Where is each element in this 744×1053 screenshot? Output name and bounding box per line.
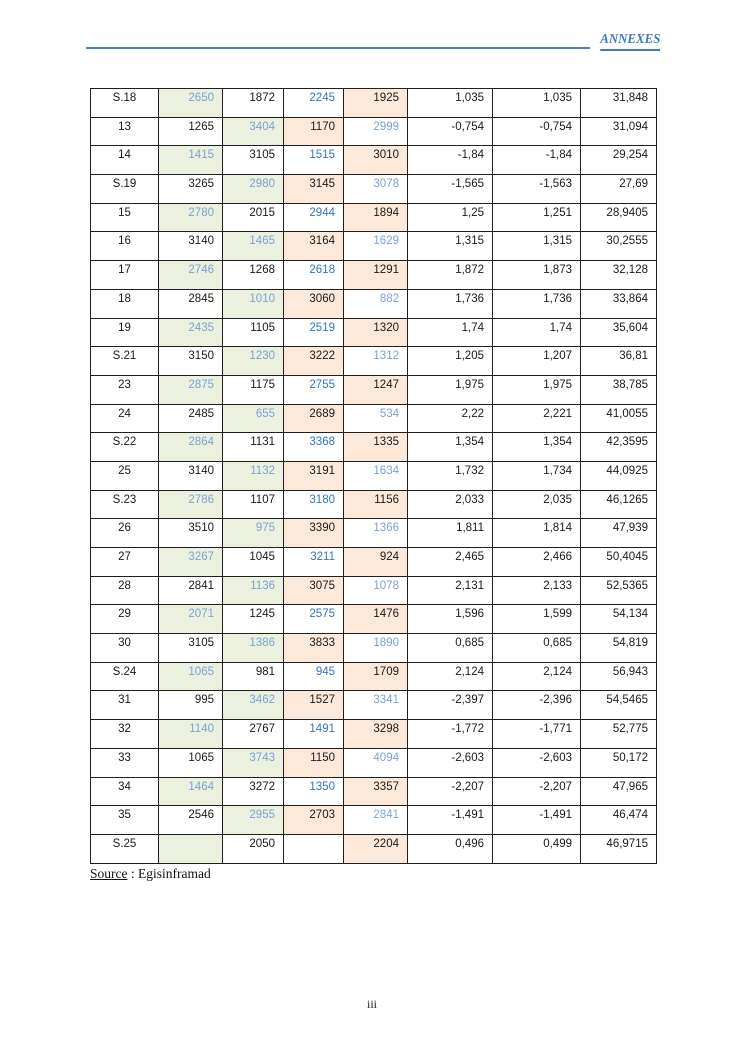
- cell-col3: 2618: [284, 261, 344, 290]
- source-value: Egisinframad: [138, 866, 211, 881]
- cell-col6: 1,599: [493, 605, 581, 634]
- row-label: 26: [91, 519, 159, 548]
- cell-col7: 56,943: [581, 662, 657, 691]
- table-row: [91, 375, 657, 404]
- table-row: [91, 89, 657, 118]
- cell-col6: 1,814: [493, 519, 581, 548]
- row-label: 19: [91, 318, 159, 347]
- cell-col2: 1268: [223, 261, 284, 290]
- cell-col5: 1,25: [408, 203, 493, 232]
- cell-col7: 27,69: [581, 175, 657, 204]
- cell-col2: 2980: [223, 175, 284, 204]
- cell-col2: 1230: [223, 347, 284, 376]
- table-row: [91, 634, 657, 663]
- cell-col2: 1010: [223, 289, 284, 318]
- row-label: 16: [91, 232, 159, 261]
- cell-col5: 2,131: [408, 576, 493, 605]
- cell-col7: 41,0055: [581, 404, 657, 433]
- cell-col6: 1,315: [493, 232, 581, 261]
- cell-col1: 1140: [159, 720, 223, 749]
- cell-col2: 655: [223, 404, 284, 433]
- row-label: 25: [91, 461, 159, 490]
- cell-col3: 1150: [284, 748, 344, 777]
- cell-col2: 2015: [223, 203, 284, 232]
- cell-col6: 1,035: [493, 89, 581, 118]
- cell-col7: 52,5365: [581, 576, 657, 605]
- cell-col4: 2999: [344, 117, 408, 146]
- cell-col6: 2,035: [493, 490, 581, 519]
- cell-col5: 0,685: [408, 634, 493, 663]
- cell-col7: 47,939: [581, 519, 657, 548]
- cell-col3: 3191: [284, 461, 344, 490]
- cell-col7: 54,134: [581, 605, 657, 634]
- table-row: [91, 548, 657, 577]
- cell-col4: 1320: [344, 318, 408, 347]
- cell-col2: 1465: [223, 232, 284, 261]
- cell-col3: [284, 834, 344, 863]
- cell-col5: -1,491: [408, 806, 493, 835]
- row-label: 14: [91, 146, 159, 175]
- cell-col4: 3078: [344, 175, 408, 204]
- table-row: [91, 318, 657, 347]
- cell-col3: 2245: [284, 89, 344, 118]
- cell-col4: 1291: [344, 261, 408, 290]
- cell-col5: 1,736: [408, 289, 493, 318]
- row-label: 33: [91, 748, 159, 777]
- cell-col6: 2,466: [493, 548, 581, 577]
- cell-col5: 0,496: [408, 834, 493, 863]
- cell-col3: 1491: [284, 720, 344, 749]
- cell-col5: 1,315: [408, 232, 493, 261]
- cell-col2: 1107: [223, 490, 284, 519]
- cell-col5: 1,811: [408, 519, 493, 548]
- cell-col1: 1464: [159, 777, 223, 806]
- cell-col7: 31,094: [581, 117, 657, 146]
- cell-col4: 3357: [344, 777, 408, 806]
- cell-col7: 33,864: [581, 289, 657, 318]
- source-separator: :: [127, 866, 139, 881]
- cell-col4: 1476: [344, 605, 408, 634]
- cell-col6: 1,975: [493, 375, 581, 404]
- page-number: iii: [366, 997, 377, 1011]
- source-label: Source: [90, 866, 128, 881]
- row-label: 34: [91, 777, 159, 806]
- cell-col6: -1,563: [493, 175, 581, 204]
- cell-col7: 29,254: [581, 146, 657, 175]
- cell-col5: 1,205: [408, 347, 493, 376]
- row-label: S.24: [91, 662, 159, 691]
- cell-col4: 3298: [344, 720, 408, 749]
- cell-col3: 1350: [284, 777, 344, 806]
- cell-col1: 2650: [159, 89, 223, 118]
- table-row: [91, 146, 657, 175]
- cell-col3: 3390: [284, 519, 344, 548]
- cell-col2: 975: [223, 519, 284, 548]
- cell-col6: -2,207: [493, 777, 581, 806]
- cell-col7: 28,9405: [581, 203, 657, 232]
- cell-col1: 2786: [159, 490, 223, 519]
- cell-col6: 2,133: [493, 576, 581, 605]
- table-row: [91, 519, 657, 548]
- cell-col1: 2485: [159, 404, 223, 433]
- row-label: S.22: [91, 433, 159, 462]
- header-title: ANNEXES: [600, 32, 660, 51]
- cell-col2: 1131: [223, 433, 284, 462]
- table-row: [91, 605, 657, 634]
- cell-col2: 2767: [223, 720, 284, 749]
- cell-col3: 3211: [284, 548, 344, 577]
- cell-col7: 32,128: [581, 261, 657, 290]
- cell-col4: 2204: [344, 834, 408, 863]
- cell-col2: 3404: [223, 117, 284, 146]
- cell-col1: 1415: [159, 146, 223, 175]
- cell-col1: 2780: [159, 203, 223, 232]
- table-row: [91, 117, 657, 146]
- table-row: [91, 404, 657, 433]
- cell-col5: -0,754: [408, 117, 493, 146]
- row-label: 18: [91, 289, 159, 318]
- table-row: [91, 461, 657, 490]
- cell-col4: 1629: [344, 232, 408, 261]
- cell-col3: 3164: [284, 232, 344, 261]
- cell-col1: 2875: [159, 375, 223, 404]
- cell-col7: 47,965: [581, 777, 657, 806]
- cell-col2: 3462: [223, 691, 284, 720]
- cell-col5: -2,603: [408, 748, 493, 777]
- cell-col4: 3010: [344, 146, 408, 175]
- cell-col4: 1247: [344, 375, 408, 404]
- cell-col4: 882: [344, 289, 408, 318]
- cell-col3: 2755: [284, 375, 344, 404]
- annex-data-table: [90, 88, 657, 864]
- cell-col7: 50,4045: [581, 548, 657, 577]
- row-label: 27: [91, 548, 159, 577]
- cell-col2: 981: [223, 662, 284, 691]
- cell-col1: 1065: [159, 748, 223, 777]
- page-header: [86, 0, 660, 52]
- cell-col3: 3060: [284, 289, 344, 318]
- cell-col2: 1386: [223, 634, 284, 663]
- cell-col4: 1335: [344, 433, 408, 462]
- row-label: 28: [91, 576, 159, 605]
- cell-col1: 3510: [159, 519, 223, 548]
- cell-col5: 2,465: [408, 548, 493, 577]
- cell-col6: -2,603: [493, 748, 581, 777]
- source-line: [90, 866, 211, 882]
- cell-col2: 1132: [223, 461, 284, 490]
- cell-col3: 2519: [284, 318, 344, 347]
- cell-col6: -1,491: [493, 806, 581, 835]
- row-label: 17: [91, 261, 159, 290]
- cell-col7: 36,81: [581, 347, 657, 376]
- cell-col4: 1709: [344, 662, 408, 691]
- cell-col3: 3075: [284, 576, 344, 605]
- cell-col4: 1925: [344, 89, 408, 118]
- cell-col1: 1065: [159, 662, 223, 691]
- cell-col5: -2,207: [408, 777, 493, 806]
- row-label: 23: [91, 375, 159, 404]
- cell-col1: 2864: [159, 433, 223, 462]
- table-row: [91, 289, 657, 318]
- cell-col6: 1,207: [493, 347, 581, 376]
- page-footer: [0, 997, 744, 1012]
- cell-col6: 1,251: [493, 203, 581, 232]
- cell-col3: 2703: [284, 806, 344, 835]
- cell-col1: 3150: [159, 347, 223, 376]
- cell-col6: -2,396: [493, 691, 581, 720]
- cell-col5: 1,035: [408, 89, 493, 118]
- cell-col5: 1,354: [408, 433, 493, 462]
- cell-col3: 3180: [284, 490, 344, 519]
- cell-col2: 1175: [223, 375, 284, 404]
- cell-col6: 2,221: [493, 404, 581, 433]
- cell-col7: 35,604: [581, 318, 657, 347]
- cell-col2: 2955: [223, 806, 284, 835]
- cell-col7: 30,2555: [581, 232, 657, 261]
- cell-col6: 1,74: [493, 318, 581, 347]
- cell-col1: 2435: [159, 318, 223, 347]
- cell-col4: 1312: [344, 347, 408, 376]
- cell-col6: 1,734: [493, 461, 581, 490]
- cell-col1: 2546: [159, 806, 223, 835]
- cell-col1: 2071: [159, 605, 223, 634]
- table-row: [91, 232, 657, 261]
- cell-col3: 3222: [284, 347, 344, 376]
- cell-col6: -0,754: [493, 117, 581, 146]
- cell-col5: 1,74: [408, 318, 493, 347]
- cell-col1: [159, 834, 223, 863]
- cell-col1: 3265: [159, 175, 223, 204]
- cell-col1: 2845: [159, 289, 223, 318]
- cell-col3: 1170: [284, 117, 344, 146]
- cell-col6: 0,685: [493, 634, 581, 663]
- cell-col2: 1136: [223, 576, 284, 605]
- cell-col6: 1,873: [493, 261, 581, 290]
- row-label: 29: [91, 605, 159, 634]
- cell-col6: 1,354: [493, 433, 581, 462]
- cell-col5: 1,732: [408, 461, 493, 490]
- cell-col2: 1045: [223, 548, 284, 577]
- row-label: S.23: [91, 490, 159, 519]
- cell-col3: 3145: [284, 175, 344, 204]
- cell-col4: 1366: [344, 519, 408, 548]
- row-label: 35: [91, 806, 159, 835]
- cell-col3: 3368: [284, 433, 344, 462]
- row-label: 13: [91, 117, 159, 146]
- table-row: [91, 834, 657, 863]
- cell-col2: 3272: [223, 777, 284, 806]
- cell-col1: 3140: [159, 232, 223, 261]
- cell-col6: 2,124: [493, 662, 581, 691]
- cell-col6: -1,84: [493, 146, 581, 175]
- cell-col1: 2746: [159, 261, 223, 290]
- row-label: S.21: [91, 347, 159, 376]
- cell-col7: 38,785: [581, 375, 657, 404]
- table-row: [91, 576, 657, 605]
- cell-col6: 0,499: [493, 834, 581, 863]
- cell-col3: 2689: [284, 404, 344, 433]
- table-row: [91, 433, 657, 462]
- cell-col3: 2944: [284, 203, 344, 232]
- cell-col7: 44,0925: [581, 461, 657, 490]
- cell-col3: 1527: [284, 691, 344, 720]
- cell-col5: 1,975: [408, 375, 493, 404]
- cell-col4: 2841: [344, 806, 408, 835]
- cell-col5: -1,84: [408, 146, 493, 175]
- row-label: 15: [91, 203, 159, 232]
- cell-col7: 31,848: [581, 89, 657, 118]
- header-divider-line: [86, 47, 590, 49]
- cell-col2: 3743: [223, 748, 284, 777]
- cell-col7: 54,819: [581, 634, 657, 663]
- table-row: [91, 691, 657, 720]
- cell-col1: 995: [159, 691, 223, 720]
- table-row: [91, 175, 657, 204]
- cell-col4: 924: [344, 548, 408, 577]
- cell-col4: 1634: [344, 461, 408, 490]
- cell-col4: 1078: [344, 576, 408, 605]
- cell-col4: 1894: [344, 203, 408, 232]
- cell-col5: 2,033: [408, 490, 493, 519]
- cell-col6: 1,736: [493, 289, 581, 318]
- cell-col3: 2575: [284, 605, 344, 634]
- cell-col5: 1,596: [408, 605, 493, 634]
- cell-col1: 3140: [159, 461, 223, 490]
- cell-col3: 1515: [284, 146, 344, 175]
- cell-col5: -1,565: [408, 175, 493, 204]
- table-row: [91, 777, 657, 806]
- cell-col5: 1,872: [408, 261, 493, 290]
- row-label: 30: [91, 634, 159, 663]
- table-row: [91, 662, 657, 691]
- cell-col4: 4094: [344, 748, 408, 777]
- cell-col4: 534: [344, 404, 408, 433]
- cell-col7: 46,1265: [581, 490, 657, 519]
- row-label: S.18: [91, 89, 159, 118]
- cell-col7: 46,9715: [581, 834, 657, 863]
- cell-col4: 3341: [344, 691, 408, 720]
- cell-col5: 2,124: [408, 662, 493, 691]
- cell-col4: 1156: [344, 490, 408, 519]
- cell-col6: -1,771: [493, 720, 581, 749]
- row-label: 32: [91, 720, 159, 749]
- table-row: [91, 720, 657, 749]
- table-row: [91, 203, 657, 232]
- cell-col2: 1105: [223, 318, 284, 347]
- cell-col1: 3267: [159, 548, 223, 577]
- cell-col1: 2841: [159, 576, 223, 605]
- cell-col7: 50,172: [581, 748, 657, 777]
- table-row: [91, 347, 657, 376]
- cell-col7: 54,5465: [581, 691, 657, 720]
- table-row: [91, 748, 657, 777]
- row-label: S.25: [91, 834, 159, 863]
- table-row: [91, 490, 657, 519]
- cell-col7: 46,474: [581, 806, 657, 835]
- cell-col3: 3833: [284, 634, 344, 663]
- cell-col1: 1265: [159, 117, 223, 146]
- cell-col2: 3105: [223, 146, 284, 175]
- cell-col3: 945: [284, 662, 344, 691]
- row-label: 31: [91, 691, 159, 720]
- cell-col2: 2050: [223, 834, 284, 863]
- row-label: S.19: [91, 175, 159, 204]
- cell-col7: 42,3595: [581, 433, 657, 462]
- cell-col7: 52,775: [581, 720, 657, 749]
- cell-col4: 1890: [344, 634, 408, 663]
- cell-col2: 1872: [223, 89, 284, 118]
- cell-col5: -1,772: [408, 720, 493, 749]
- cell-col5: -2,397: [408, 691, 493, 720]
- cell-col5: 2,22: [408, 404, 493, 433]
- table-body: [91, 89, 657, 864]
- cell-col1: 3105: [159, 634, 223, 663]
- table-row: [91, 806, 657, 835]
- row-label: 24: [91, 404, 159, 433]
- cell-col2: 1245: [223, 605, 284, 634]
- table-row: [91, 261, 657, 290]
